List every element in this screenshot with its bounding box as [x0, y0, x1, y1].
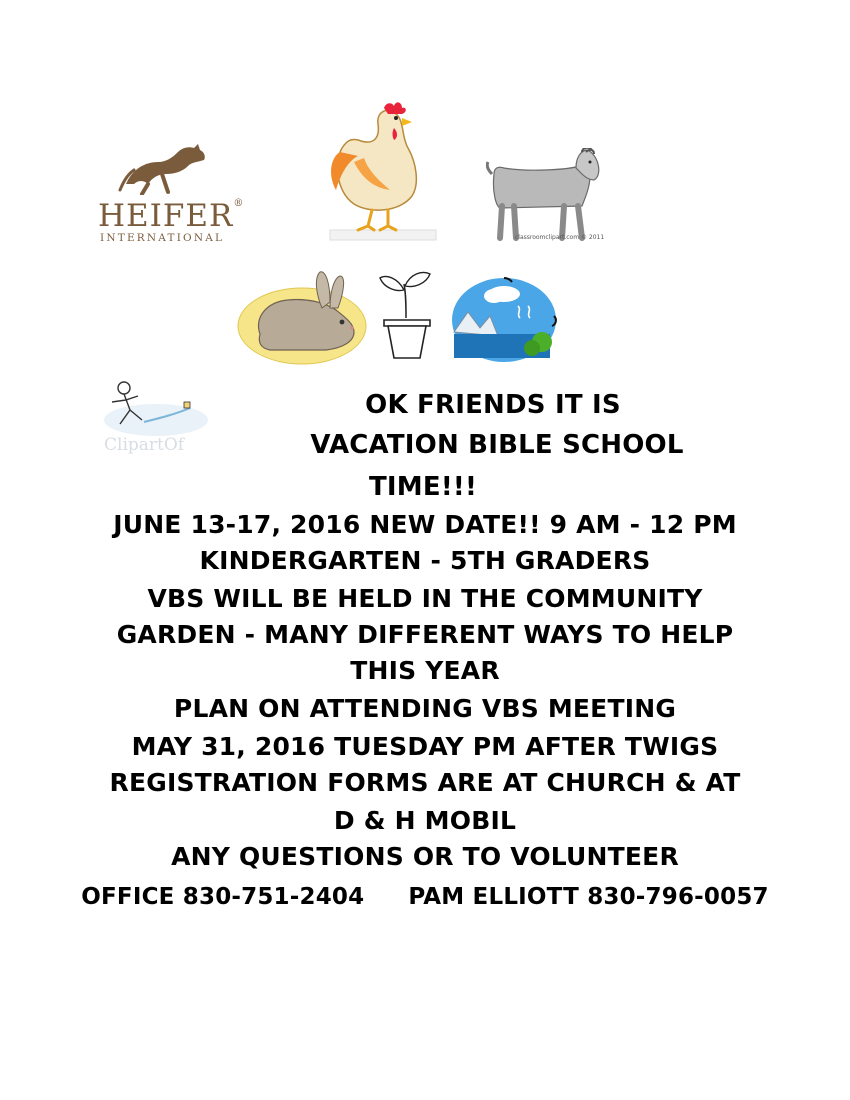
headline-line-1: OK FRIENDS IT IS [365, 390, 621, 420]
contact-line [0, 882, 850, 912]
registered-mark: ® [233, 198, 245, 209]
office-phone: OFFICE 830-751-2404 [81, 884, 365, 910]
headline-line-3: TIME!!! [368, 472, 477, 502]
headline-line-2: VACATION BIBLE SCHOOL [310, 430, 684, 460]
registration-line-2: D & H MOBIL [333, 806, 517, 835]
contact-person-phone: PAM ELLIOTT 830-796-0057 [408, 884, 769, 910]
location-line-1: VBS WILL BE HELD IN THE COMMUNITY [147, 584, 703, 613]
meeting-line-1: PLAN ON ATTENDING VBS MEETING [173, 694, 677, 723]
location-line-3: THIS YEAR [350, 656, 500, 685]
clipart-watermark: ClipartOf [104, 435, 185, 455]
heifer-logo [98, 140, 245, 245]
goat-image-credit: classroomclipart.com © 2011 [515, 234, 605, 241]
location-line-2: GARDEN - MANY DIFFERENT WAYS TO HELP [116, 620, 734, 649]
questions-line: ANY QUESTIONS OR TO VOLUNTEER [171, 842, 679, 871]
chicken-icon [328, 100, 440, 242]
water-cycle-icon [446, 276, 562, 364]
rabbit-icon [236, 268, 368, 366]
meeting-line-2: MAY 31, 2016 TUESDAY PM AFTER TWIGS [131, 732, 719, 761]
grade-range: KINDERGARTEN - 5TH GRADERS [199, 546, 651, 575]
logo-brand-text: HEIFER [98, 198, 234, 234]
seedling-pot-icon [378, 268, 436, 366]
heifer-animal-icon [118, 140, 208, 195]
registration-line-1: REGISTRATION FORMS ARE AT CHURCH & AT [109, 768, 741, 797]
goat-icon [486, 148, 605, 244]
event-dates: JUNE 13-17, 2016 NEW DATE!! 9 AM - 12 PM [113, 510, 737, 539]
logo-subtitle: INTERNATIONAL [100, 232, 225, 244]
